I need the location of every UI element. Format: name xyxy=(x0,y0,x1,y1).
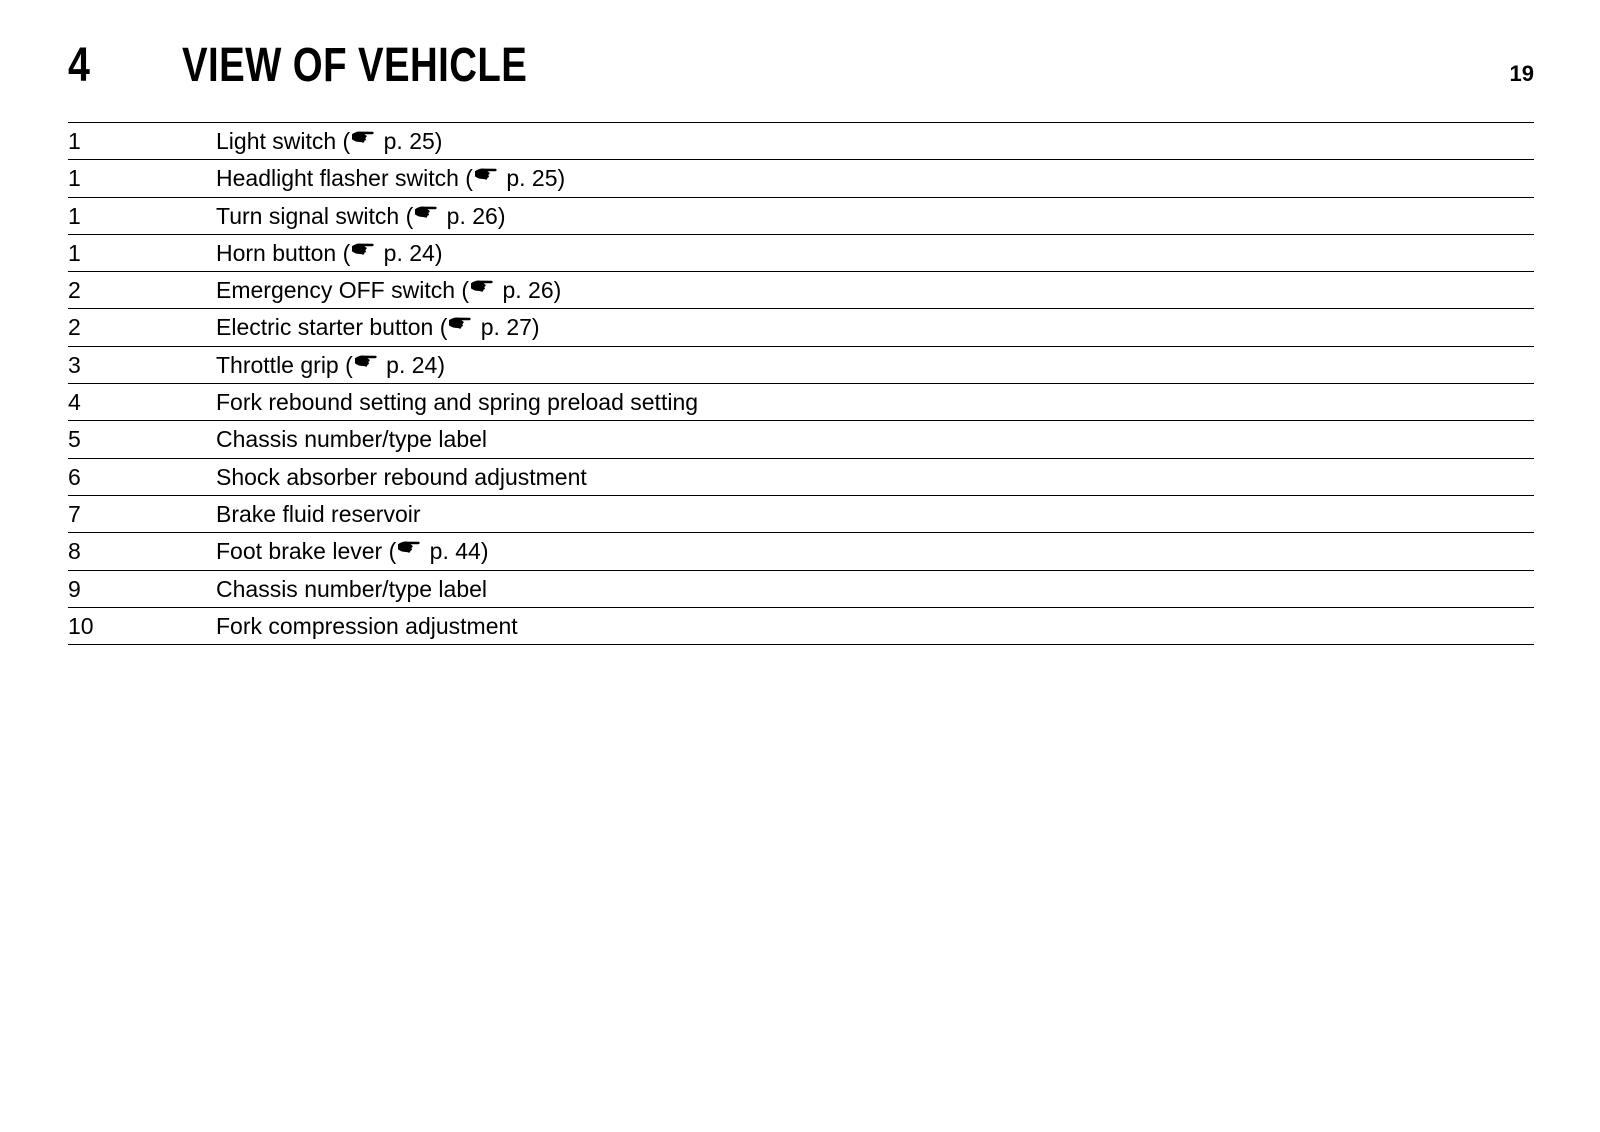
paren-open: ( xyxy=(336,128,351,154)
pointing-hand-icon xyxy=(470,278,494,292)
paren-open: ( xyxy=(458,165,473,192)
legend-item-number: 10 xyxy=(68,612,94,639)
paren-close: ) xyxy=(437,351,445,378)
legend-row xyxy=(68,123,1534,160)
paren-open: ( xyxy=(382,538,397,565)
legend-item-label: Chassis number/type label xyxy=(216,426,488,453)
legend-item-label: Throttle grip xyxy=(216,351,339,378)
legend-item-number: 1 xyxy=(68,128,81,154)
legend-item-label: Fork compression adjustment xyxy=(216,612,518,639)
legend-item-text xyxy=(216,459,587,495)
paren-close: ) xyxy=(553,277,562,304)
paren-open: ( xyxy=(455,277,470,304)
pointing-hand-icon xyxy=(351,129,375,143)
legend-row xyxy=(68,198,1534,235)
paren-open: ( xyxy=(338,351,353,378)
page-reference xyxy=(433,314,539,340)
legend-item-number: 1 xyxy=(68,165,81,192)
pointing-hand-icon xyxy=(414,204,438,218)
legend-item-label: Chassis number/type label xyxy=(216,575,488,602)
legend-item-number: 5 xyxy=(68,426,81,453)
page-reference xyxy=(336,128,442,154)
page-reference xyxy=(459,165,565,191)
legend-row xyxy=(68,309,1534,346)
page-reference xyxy=(455,277,561,303)
paren-close: ) xyxy=(434,239,443,266)
legend-item-label: Shock absorber rebound adjustment xyxy=(216,463,587,490)
legend-item-text xyxy=(216,421,487,457)
legend-item-number: 1 xyxy=(68,202,81,229)
legend-item-number: 6 xyxy=(68,463,81,490)
page-header xyxy=(68,36,1534,96)
legend-item-number: 8 xyxy=(68,538,81,565)
legend-item-text xyxy=(216,347,445,383)
paren-close: ) xyxy=(480,538,489,565)
pointing-hand-icon xyxy=(448,315,472,329)
paren-open: ( xyxy=(336,239,351,266)
page-ref-text: p. 26 xyxy=(446,202,498,229)
legend-item-text xyxy=(216,571,487,607)
legend-item-number: 9 xyxy=(68,575,81,602)
pointing-hand-icon xyxy=(474,166,498,180)
chapter-title: VIEW OF VEHICLE xyxy=(182,39,528,92)
legend-item-label: Electric starter button xyxy=(216,314,434,341)
legend-item-text xyxy=(216,272,561,308)
legend-item-number: 3 xyxy=(68,351,81,378)
legend-row xyxy=(68,160,1534,197)
chapter-number: 4 xyxy=(68,39,90,92)
legend-item-text xyxy=(216,198,506,234)
legend-item-label: Fork rebound setting and spring preload setting xyxy=(216,389,699,416)
legend-row xyxy=(68,533,1534,570)
legend-row xyxy=(68,272,1534,309)
page-number: 19 xyxy=(1509,61,1534,86)
page-ref-text: p. 24 xyxy=(383,239,435,266)
page-ref-text: p. 25 xyxy=(506,165,558,192)
legend-item-text xyxy=(216,384,698,420)
legend-item-number: 2 xyxy=(68,314,81,341)
legend-item-label: Turn signal switch xyxy=(216,202,400,229)
legend-item-label: Brake fluid reservoir xyxy=(216,500,421,527)
legend-item-text xyxy=(216,608,518,644)
legend-row xyxy=(68,459,1534,496)
paren-close: ) xyxy=(531,314,540,341)
legend-item-text xyxy=(216,123,442,159)
legend-item-number: 2 xyxy=(68,277,81,304)
legend-item-text xyxy=(216,309,540,345)
legend-row xyxy=(68,608,1534,645)
pointing-hand-icon xyxy=(397,539,421,553)
legend-row xyxy=(68,347,1534,384)
legend-item-text xyxy=(216,533,488,569)
paren-close: ) xyxy=(434,128,443,154)
paren-open: ( xyxy=(433,314,448,341)
page-reference xyxy=(382,538,488,564)
page-ref-text: p. 44 xyxy=(429,538,481,565)
pointing-hand-icon xyxy=(351,241,375,255)
page-reference xyxy=(339,352,445,378)
legend-item-number: 1 xyxy=(68,239,81,266)
legend-item-number: 7 xyxy=(68,500,81,527)
legend-item-label: Emergency OFF switch xyxy=(216,277,455,304)
legend-item-text xyxy=(216,235,442,271)
paren-close: ) xyxy=(557,165,566,192)
page-reference xyxy=(399,203,505,229)
legend-row xyxy=(68,571,1534,608)
legend-item-text xyxy=(216,496,421,532)
legend-item-label: Horn button xyxy=(216,239,337,266)
legend-table xyxy=(68,122,1534,645)
paren-close: ) xyxy=(497,202,506,229)
page-ref-text: p. 24 xyxy=(386,351,438,378)
page-reference xyxy=(336,240,442,266)
page-ref-text: p. 26 xyxy=(502,277,554,304)
legend-row xyxy=(68,421,1534,458)
paren-open: ( xyxy=(399,202,414,229)
legend-item-label: Foot brake lever xyxy=(216,538,383,565)
legend-row xyxy=(68,384,1534,421)
legend-item-number: 4 xyxy=(68,389,81,416)
legend-item-text xyxy=(216,160,565,196)
legend-item-label: Light switch xyxy=(216,128,337,154)
page-ref-text: p. 27 xyxy=(480,314,532,341)
legend-row xyxy=(68,235,1534,272)
legend-row xyxy=(68,496,1534,533)
page-ref-text: p. 25 xyxy=(383,128,435,154)
pointing-hand-icon xyxy=(354,353,378,367)
legend-item-label: Headlight flasher switch xyxy=(216,165,459,192)
